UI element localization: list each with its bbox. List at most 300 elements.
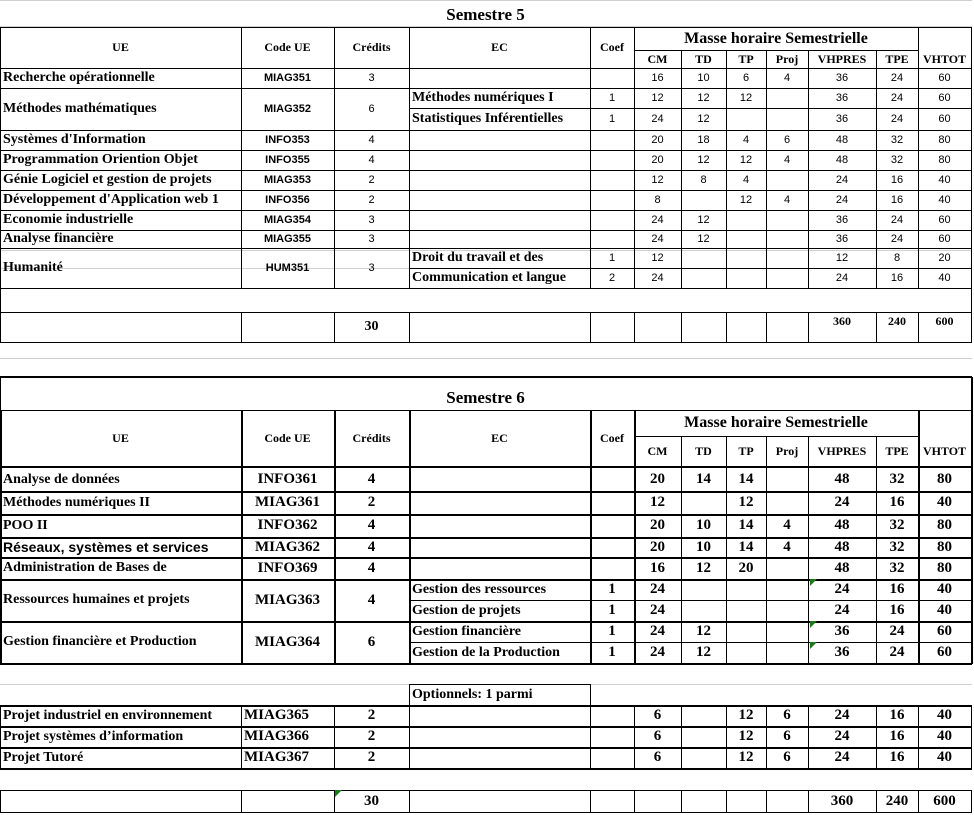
hours-tp: [726, 108, 766, 130]
s5-title: Semestre 5: [446, 4, 525, 24]
grid-line: [334, 312, 335, 343]
hours-tpe: 24: [889, 623, 905, 639]
ue-name: Recherche opérationnelle: [3, 70, 155, 85]
hours-proj: 6: [783, 134, 791, 146]
ue-code: INFO353: [265, 134, 310, 146]
hours-vhtot: 80: [937, 471, 952, 487]
ue-credits: 3: [368, 214, 375, 226]
grid-line: [634, 705, 635, 769]
grid-line: [0, 342, 972, 343]
hours-vhtot: 80: [938, 154, 951, 166]
hours-proj: 6: [783, 728, 791, 744]
grid-line: [409, 108, 972, 109]
hours-td: 14: [696, 471, 711, 487]
hours-vhpres: 24: [834, 749, 850, 765]
ue-name: Humanité: [3, 260, 63, 275]
header-ec: EC: [491, 430, 508, 445]
grid-line: [0, 492, 972, 493]
grid-line: [726, 436, 727, 664]
ec-name: Méthodes numériques I: [412, 90, 554, 105]
grid-line: [766, 705, 767, 769]
grid-line: [766, 790, 767, 813]
grid-line: [0, 705, 1, 769]
hours-vhpres: 48: [834, 538, 850, 555]
hours-proj: 4: [783, 538, 791, 555]
hours-vhpres: 36: [835, 214, 849, 226]
hours-td: 18: [697, 134, 710, 146]
hours-vhpres: 48: [834, 471, 850, 487]
grid-line: [919, 410, 920, 664]
ec-name: [409, 537, 593, 557]
hours-proj: 6: [783, 749, 791, 765]
grid-line: [1, 410, 2, 664]
grid-line: [918, 705, 919, 769]
hours-vhpres: 24: [834, 602, 850, 618]
header-ue: UE: [112, 40, 129, 54]
subheader-cm: CM: [647, 51, 668, 66]
ec-name: [409, 230, 593, 248]
grid-line: [681, 312, 682, 343]
subheader-vhpres: VHPRES: [817, 51, 867, 66]
header-masse-horaire: Masse horaire Semestrielle: [684, 29, 868, 47]
grid-line: [0, 210, 972, 211]
hours-tp: 12: [739, 92, 753, 104]
ue-code: INFO355: [265, 154, 310, 166]
grid-line: [0, 410, 972, 411]
s6-title: Semestre 6: [446, 388, 525, 407]
hours-vhpres: 12: [835, 252, 849, 264]
grid-line: [634, 27, 635, 289]
hours-tpe: 16: [889, 707, 905, 723]
hours-tpe: 8: [893, 252, 901, 264]
grid-line: [0, 230, 972, 231]
ue-name: Projet systèmes d’information: [3, 728, 184, 744]
subheader-vhpres: VHPRES: [817, 443, 867, 458]
ue-name: Méthodes numériques II: [3, 494, 151, 510]
hours-proj: 4: [783, 517, 791, 533]
comment-marker-icon: [810, 579, 817, 586]
grid-line: [242, 410, 243, 664]
hours-cm: 12: [650, 494, 665, 510]
hours-vhtot: 40: [937, 728, 952, 744]
hours-proj: [766, 491, 808, 514]
grid-line: [0, 27, 1, 289]
grid-line: [971, 790, 972, 813]
ue-code: MIAG353: [263, 174, 312, 186]
hours-vhpres: 24: [834, 728, 850, 744]
grid-line: [0, 706, 972, 707]
grid-line: [0, 790, 972, 791]
hours-vhpres: 36: [835, 113, 849, 125]
coef: [590, 514, 634, 537]
grid-line: [0, 727, 972, 728]
hours-tp: [726, 248, 766, 268]
ue-code: INFO356: [265, 194, 310, 206]
subheader-proj: Proj: [775, 51, 799, 66]
hours-cm: 24: [651, 272, 664, 284]
coef: [590, 150, 634, 170]
hours-td: 10: [697, 72, 710, 84]
ue-name: Administration de Bases de: [3, 560, 167, 575]
hours-tpe: 32: [889, 471, 905, 487]
grid-line: [409, 312, 410, 343]
hours-tpe: 16: [889, 749, 905, 765]
hours-vhtot: 40: [937, 494, 952, 510]
hours-tp: [726, 268, 766, 288]
grid-line: [0, 467, 972, 468]
grid-line: [0, 377, 972, 378]
ue-code: MIAG367: [244, 749, 309, 765]
total-tpe: 240: [888, 313, 906, 328]
grid-line: [409, 642, 972, 643]
hours-cm: 24: [651, 113, 664, 125]
total-tpe: 240: [885, 792, 909, 809]
hours-td: [681, 190, 726, 210]
optional-label: Optionnels: 1 parmi: [412, 686, 533, 702]
ue-name: Analyse de données: [3, 471, 120, 487]
ue-code: HUM351: [265, 262, 310, 274]
comment-marker-icon: [810, 621, 817, 628]
hours-tpe: 24: [890, 113, 904, 125]
grid-line: [0, 812, 972, 813]
ec-name: Gestion de projets: [412, 602, 521, 618]
hours-proj: 6: [783, 707, 791, 723]
coef: [590, 230, 634, 248]
grid-line: [590, 684, 591, 706]
ec-name: [409, 170, 593, 190]
grid-line: [409, 790, 410, 813]
hours-proj: [766, 557, 808, 579]
hours-tp: 14: [738, 517, 754, 533]
ue-code: MIAG354: [263, 214, 312, 226]
ue-credits: 2: [367, 494, 376, 510]
hours-tp: 4: [742, 174, 750, 186]
grid-line: [726, 705, 727, 769]
hours-tp: [726, 600, 766, 621]
hours-tpe: 32: [890, 134, 904, 146]
ue-code: MIAG351: [263, 72, 312, 84]
ue-credits: 3: [368, 262, 375, 274]
grid-line: [808, 312, 809, 343]
grid-line: [0, 538, 972, 539]
hours-proj: [766, 108, 808, 130]
total-vhtot: 600: [935, 313, 954, 328]
ue-credits: 4: [367, 591, 376, 608]
hours-vhtot: 20: [938, 252, 951, 264]
hours-vhtot: 60: [938, 214, 951, 226]
ec-name: Statistiques Inférentielles: [412, 111, 564, 126]
grid-line: [681, 50, 682, 289]
hours-td: [681, 579, 726, 600]
grid-line: [0, 88, 972, 89]
grid-line: [0, 312, 1, 343]
subheader-proj: Proj: [775, 443, 799, 458]
hours-vhtot: 60: [937, 644, 952, 660]
hours-tpe: 24: [890, 214, 904, 226]
grid-line: [0, 0, 972, 1]
hours-vhpres: 24: [835, 272, 849, 284]
hours-vhpres: 24: [834, 707, 850, 723]
hours-vhtot: 60: [938, 233, 951, 245]
grid-line: [241, 27, 242, 289]
hours-vhtot: 60: [937, 623, 952, 639]
grid-line: [635, 410, 636, 664]
grid-line: [634, 312, 635, 343]
grid-line: [876, 705, 877, 769]
hours-cm: 20: [651, 154, 664, 166]
hours-cm: 6: [653, 728, 662, 744]
subheader-tpe: TPE: [885, 51, 909, 66]
ue-code: MIAG363: [255, 591, 320, 608]
hours-proj: [766, 579, 808, 600]
ue-credits: 4: [367, 538, 376, 555]
grid-line: [0, 358, 972, 359]
hours-tp: 14: [738, 471, 754, 487]
coef: 1: [608, 623, 616, 639]
ec-name: [409, 557, 593, 579]
hours-vhtot: 40: [937, 602, 952, 618]
hours-td: 12: [696, 559, 711, 576]
hours-tpe: 32: [890, 154, 904, 166]
grid-line: [766, 312, 767, 343]
grid-line: [0, 248, 972, 249]
hours-cm: 24: [650, 581, 665, 597]
ue-code: MIAG361: [255, 494, 320, 510]
header-credits: Crédits: [352, 430, 391, 445]
hours-vhtot: 80: [937, 538, 952, 555]
hours-proj: 4: [783, 154, 791, 166]
hours-vhtot: 60: [938, 92, 951, 104]
grid-line: [0, 748, 972, 749]
coef: 1: [608, 92, 616, 104]
ec-name: Gestion des ressources: [412, 581, 547, 597]
hours-tp: [726, 579, 766, 600]
hours-tp: [726, 230, 766, 248]
grid-line: [0, 190, 972, 191]
hours-tpe: 24: [890, 233, 904, 245]
grid-line: [409, 600, 972, 601]
hours-td: 12: [697, 214, 710, 226]
header-credits: Crédits: [352, 40, 391, 54]
hours-tp: 4: [742, 134, 750, 146]
coef: [590, 130, 634, 150]
hours-tpe: 16: [889, 728, 905, 744]
grid-line: [0, 130, 972, 131]
hours-cm: 24: [650, 644, 665, 660]
hours-cm: 12: [651, 252, 664, 264]
grid-line: [409, 27, 410, 289]
hours-cm: 20: [650, 538, 665, 555]
hours-vhtot: 40: [938, 194, 951, 206]
grid-line: [681, 436, 682, 664]
grid-line: [808, 436, 809, 664]
hours-tpe: 16: [889, 494, 905, 510]
hours-proj: [766, 88, 808, 108]
hours-vhpres: 36: [835, 233, 849, 245]
total-vhpres: 360: [833, 313, 851, 328]
ue-name: Projet Tutoré: [3, 749, 84, 765]
coef: 1: [608, 252, 616, 264]
hours-cm: 24: [650, 602, 665, 618]
hours-cm: 20: [650, 517, 665, 533]
grid-line: [0, 622, 972, 623]
hours-vhtot: 40: [937, 707, 952, 723]
grid-line: [876, 312, 877, 343]
hours-tp: 12: [738, 728, 754, 744]
grid-line: [590, 790, 591, 813]
ec-name: [409, 210, 593, 230]
hours-tp: [726, 621, 766, 642]
ue-code: MIAG364: [255, 633, 320, 650]
ec-name: [409, 190, 593, 210]
hours-tp: 12: [738, 707, 754, 723]
grid-line: [241, 312, 242, 343]
header-coef: Coef: [600, 40, 624, 54]
hours-td: 12: [697, 233, 710, 245]
hours-tp: 14: [738, 538, 754, 555]
grid-line: [971, 312, 972, 343]
hours-cm: 24: [651, 233, 664, 245]
grid-line: [409, 684, 410, 706]
ec-name: [409, 130, 593, 150]
ec-name: Communication et langue: [412, 270, 566, 285]
grid-line: [876, 50, 877, 289]
ue-name: Méthodes mathématiques: [3, 101, 157, 116]
ue-credits: 3: [368, 233, 375, 245]
grid-line: [0, 150, 972, 151]
total-vhpres: 360: [830, 792, 854, 809]
grid-line: [334, 27, 335, 289]
hours-proj: [766, 248, 808, 268]
grid-line: [808, 50, 809, 289]
hours-tpe: 16: [890, 272, 904, 284]
grid-line: [918, 312, 919, 343]
grid-line: [634, 790, 635, 813]
ue-name: Génie Logiciel et gestion de projets: [3, 172, 212, 187]
hours-cm: 20: [650, 471, 665, 487]
grid-line: [0, 170, 972, 171]
hours-vhpres: 36: [834, 644, 850, 660]
ue-code: MIAG352: [263, 103, 312, 115]
hours-cm: 16: [651, 72, 664, 84]
hours-tpe: 16: [889, 581, 905, 597]
grid-line: [726, 50, 727, 289]
hours-td: [681, 747, 726, 768]
hours-vhtot: 40: [937, 581, 952, 597]
grid-line: [681, 705, 682, 769]
ue-credits: 4: [368, 154, 375, 166]
ec-name: [409, 468, 593, 491]
ec-name: [409, 68, 593, 88]
ue-code: INFO369: [257, 559, 318, 576]
grid-line: [876, 436, 877, 664]
comment-marker-icon: [810, 642, 817, 649]
header-code-ue: Code UE: [264, 40, 311, 54]
ue-credits: 6: [367, 633, 376, 650]
ue-credits: 2: [368, 194, 375, 206]
header-ue: UE: [112, 430, 129, 445]
coef: [590, 68, 634, 88]
ec-name: [409, 514, 593, 537]
hours-proj: 4: [783, 194, 791, 206]
ue-credits: 2: [367, 749, 376, 765]
ue-code: MIAG366: [244, 728, 309, 744]
ue-name: POO II: [3, 517, 48, 533]
ue-credits: 2: [367, 707, 376, 723]
hours-cm: 6: [653, 749, 662, 765]
grid-line: [0, 68, 972, 69]
coef: 1: [608, 581, 616, 597]
hours-tp: 12: [738, 749, 754, 765]
grid-line: [766, 436, 767, 664]
hours-tpe: 24: [889, 644, 905, 660]
grid-line: [409, 268, 972, 269]
ue-name: Analyse financière: [3, 231, 114, 246]
hours-tpe: 32: [889, 538, 905, 555]
hours-cm: 16: [650, 559, 665, 576]
grid-line: [0, 558, 972, 559]
hours-proj: [766, 642, 808, 663]
hours-tp: 12: [738, 494, 754, 510]
hours-vhpres: 48: [835, 154, 849, 166]
hours-vhpres: 36: [835, 72, 849, 84]
hours-td: [681, 248, 726, 268]
coef: [590, 537, 634, 557]
header-coef: Coef: [600, 430, 624, 445]
hours-td: 12: [696, 644, 711, 660]
subheader-td: TD: [695, 443, 712, 458]
grid-line: [726, 312, 727, 343]
ue-name: Economie industrielle: [3, 212, 134, 227]
hours-vhtot: 40: [938, 174, 951, 186]
hours-vhpres: 24: [834, 494, 850, 510]
ue-name: Ressources humaines et projets: [3, 592, 190, 607]
hours-tpe: 24: [890, 92, 904, 104]
hours-proj: [766, 268, 808, 288]
coef: [590, 170, 634, 190]
hours-vhtot: 80: [937, 559, 952, 576]
hours-td: [681, 491, 726, 514]
hours-tp: [726, 210, 766, 230]
subheader-cm: CM: [647, 443, 668, 458]
total-credits: 30: [364, 792, 379, 809]
hours-td: [681, 600, 726, 621]
hours-td: 8: [700, 174, 707, 186]
total-credits: 30: [364, 319, 379, 334]
hours-vhtot: 40: [937, 749, 952, 765]
hours-vhpres: 48: [834, 559, 850, 576]
grid-line: [0, 790, 1, 813]
subheader-vhtot: VHTOT: [922, 443, 967, 458]
hours-vhpres: 48: [835, 134, 849, 146]
grid-line: [410, 410, 411, 664]
ue-name: Réseaux, systèmes et services: [3, 539, 209, 555]
grid-line: [590, 705, 591, 769]
ue-code: MIAG365: [244, 707, 309, 723]
hours-proj: [766, 468, 808, 491]
hours-tp: 20: [738, 559, 754, 576]
hours-vhpres: 36: [835, 92, 849, 104]
ue-credits: 4: [367, 559, 376, 576]
hours-tpe: 16: [890, 194, 904, 206]
coef: [590, 190, 634, 210]
grid-line: [241, 705, 242, 769]
hours-td: [681, 268, 726, 288]
grid-line: [0, 515, 972, 516]
hours-td: [681, 726, 726, 747]
hours-td: 10: [696, 517, 711, 533]
grid-line: [409, 705, 410, 769]
